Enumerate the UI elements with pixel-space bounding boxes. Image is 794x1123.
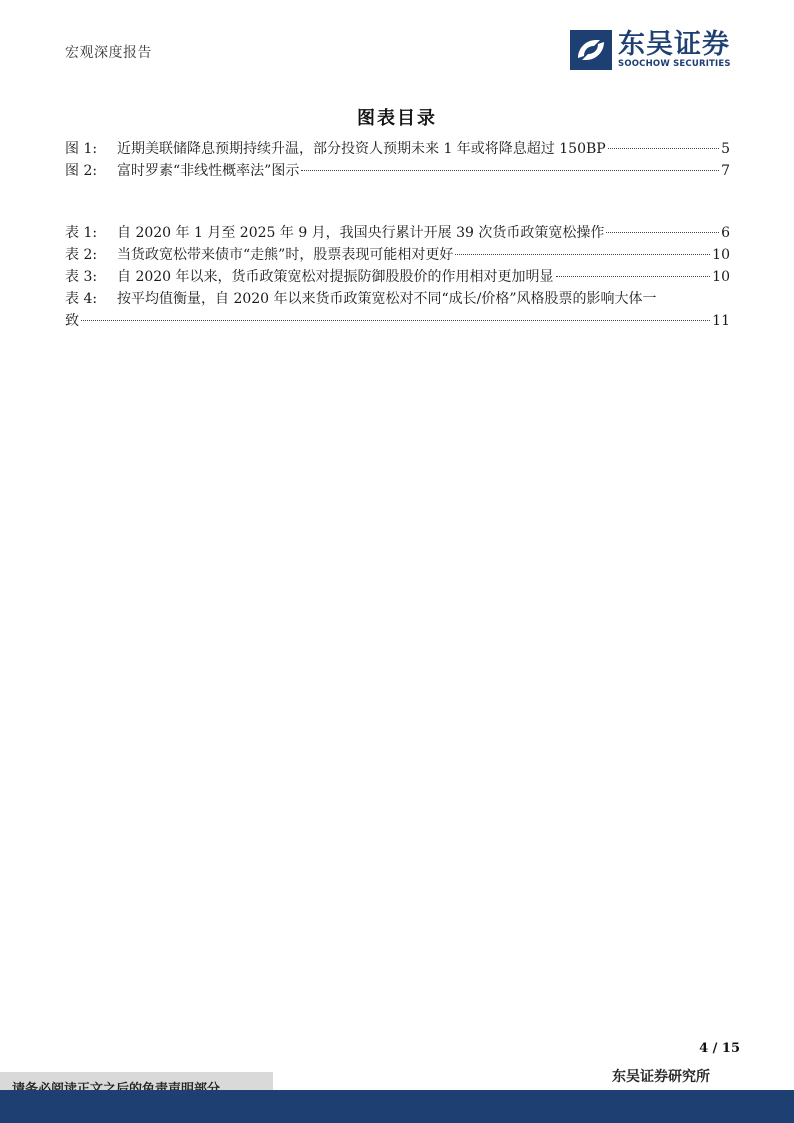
toc-entry-table-3[interactable] [65, 266, 730, 288]
dot-leader [301, 170, 719, 171]
toc-page: 10 [712, 269, 730, 285]
figure-list [65, 138, 730, 182]
toc-entry-figure-2[interactable] [65, 160, 730, 182]
report-type-label: 宏观深度报告 [65, 45, 152, 61]
dot-leader [608, 148, 719, 149]
toc-text: 自 2020 年以来，货币政策宽松对提振防御股股价的作用相对更加明显 [117, 269, 554, 285]
toc-label: 表 2: [65, 247, 98, 263]
toc-entry-table-4[interactable] [65, 288, 730, 332]
logo-chinese-name: 东吴证券 [618, 29, 730, 60]
toc-text: 自 2020 年 1 月至 2025 年 9 月，我国央行累计开展 39 次货币政策宽松操作 [117, 225, 605, 241]
toc-title: 图表目录 [357, 108, 437, 129]
toc-page: 11 [712, 313, 730, 329]
footer-bar [0, 1090, 794, 1123]
toc-label: 图 1: [65, 141, 98, 157]
toc-text: 富时罗素“非线性概率法”图示 [117, 163, 300, 179]
toc-text: 近期美联储降息预期持续升温，部分投资人预期未来 1 年或将降息超过 150BP [117, 141, 606, 157]
dot-leader [606, 232, 719, 233]
toc-entry-table-1[interactable] [65, 222, 730, 244]
logo-english-name: SOOCHOW SECURITIES [618, 59, 731, 69]
toc-page: 10 [712, 247, 730, 263]
toc-label: 表 3: [65, 269, 98, 285]
toc-label: 图 2: [65, 163, 98, 179]
dot-leader [81, 320, 710, 321]
toc-page: 6 [721, 225, 730, 241]
dot-leader [455, 254, 710, 255]
toc-label: 表 4: [65, 291, 98, 307]
page-number: 4 / 15 [699, 1041, 740, 1056]
toc-text-continuation: 致 [65, 313, 79, 329]
toc-page: 5 [721, 141, 730, 157]
table-list [65, 222, 730, 332]
toc-text: 当货政宽松带来债市“走熊”时，股票表现可能相对更好 [117, 247, 454, 263]
toc-entry-figure-1[interactable] [65, 138, 730, 160]
firm-name: 东吴证券研究所 [612, 1069, 710, 1085]
toc-entry-table-2[interactable] [65, 244, 730, 266]
soochow-logo-icon [570, 30, 612, 70]
toc-label: 表 1: [65, 225, 98, 241]
company-logo [570, 30, 745, 70]
toc-page: 7 [721, 163, 730, 179]
dot-leader [556, 276, 711, 277]
toc-text: 按平均值衡量，自 2020 年以来货币政策宽松对不同“成长/价格”风格股票的影响大体一 [117, 291, 657, 307]
